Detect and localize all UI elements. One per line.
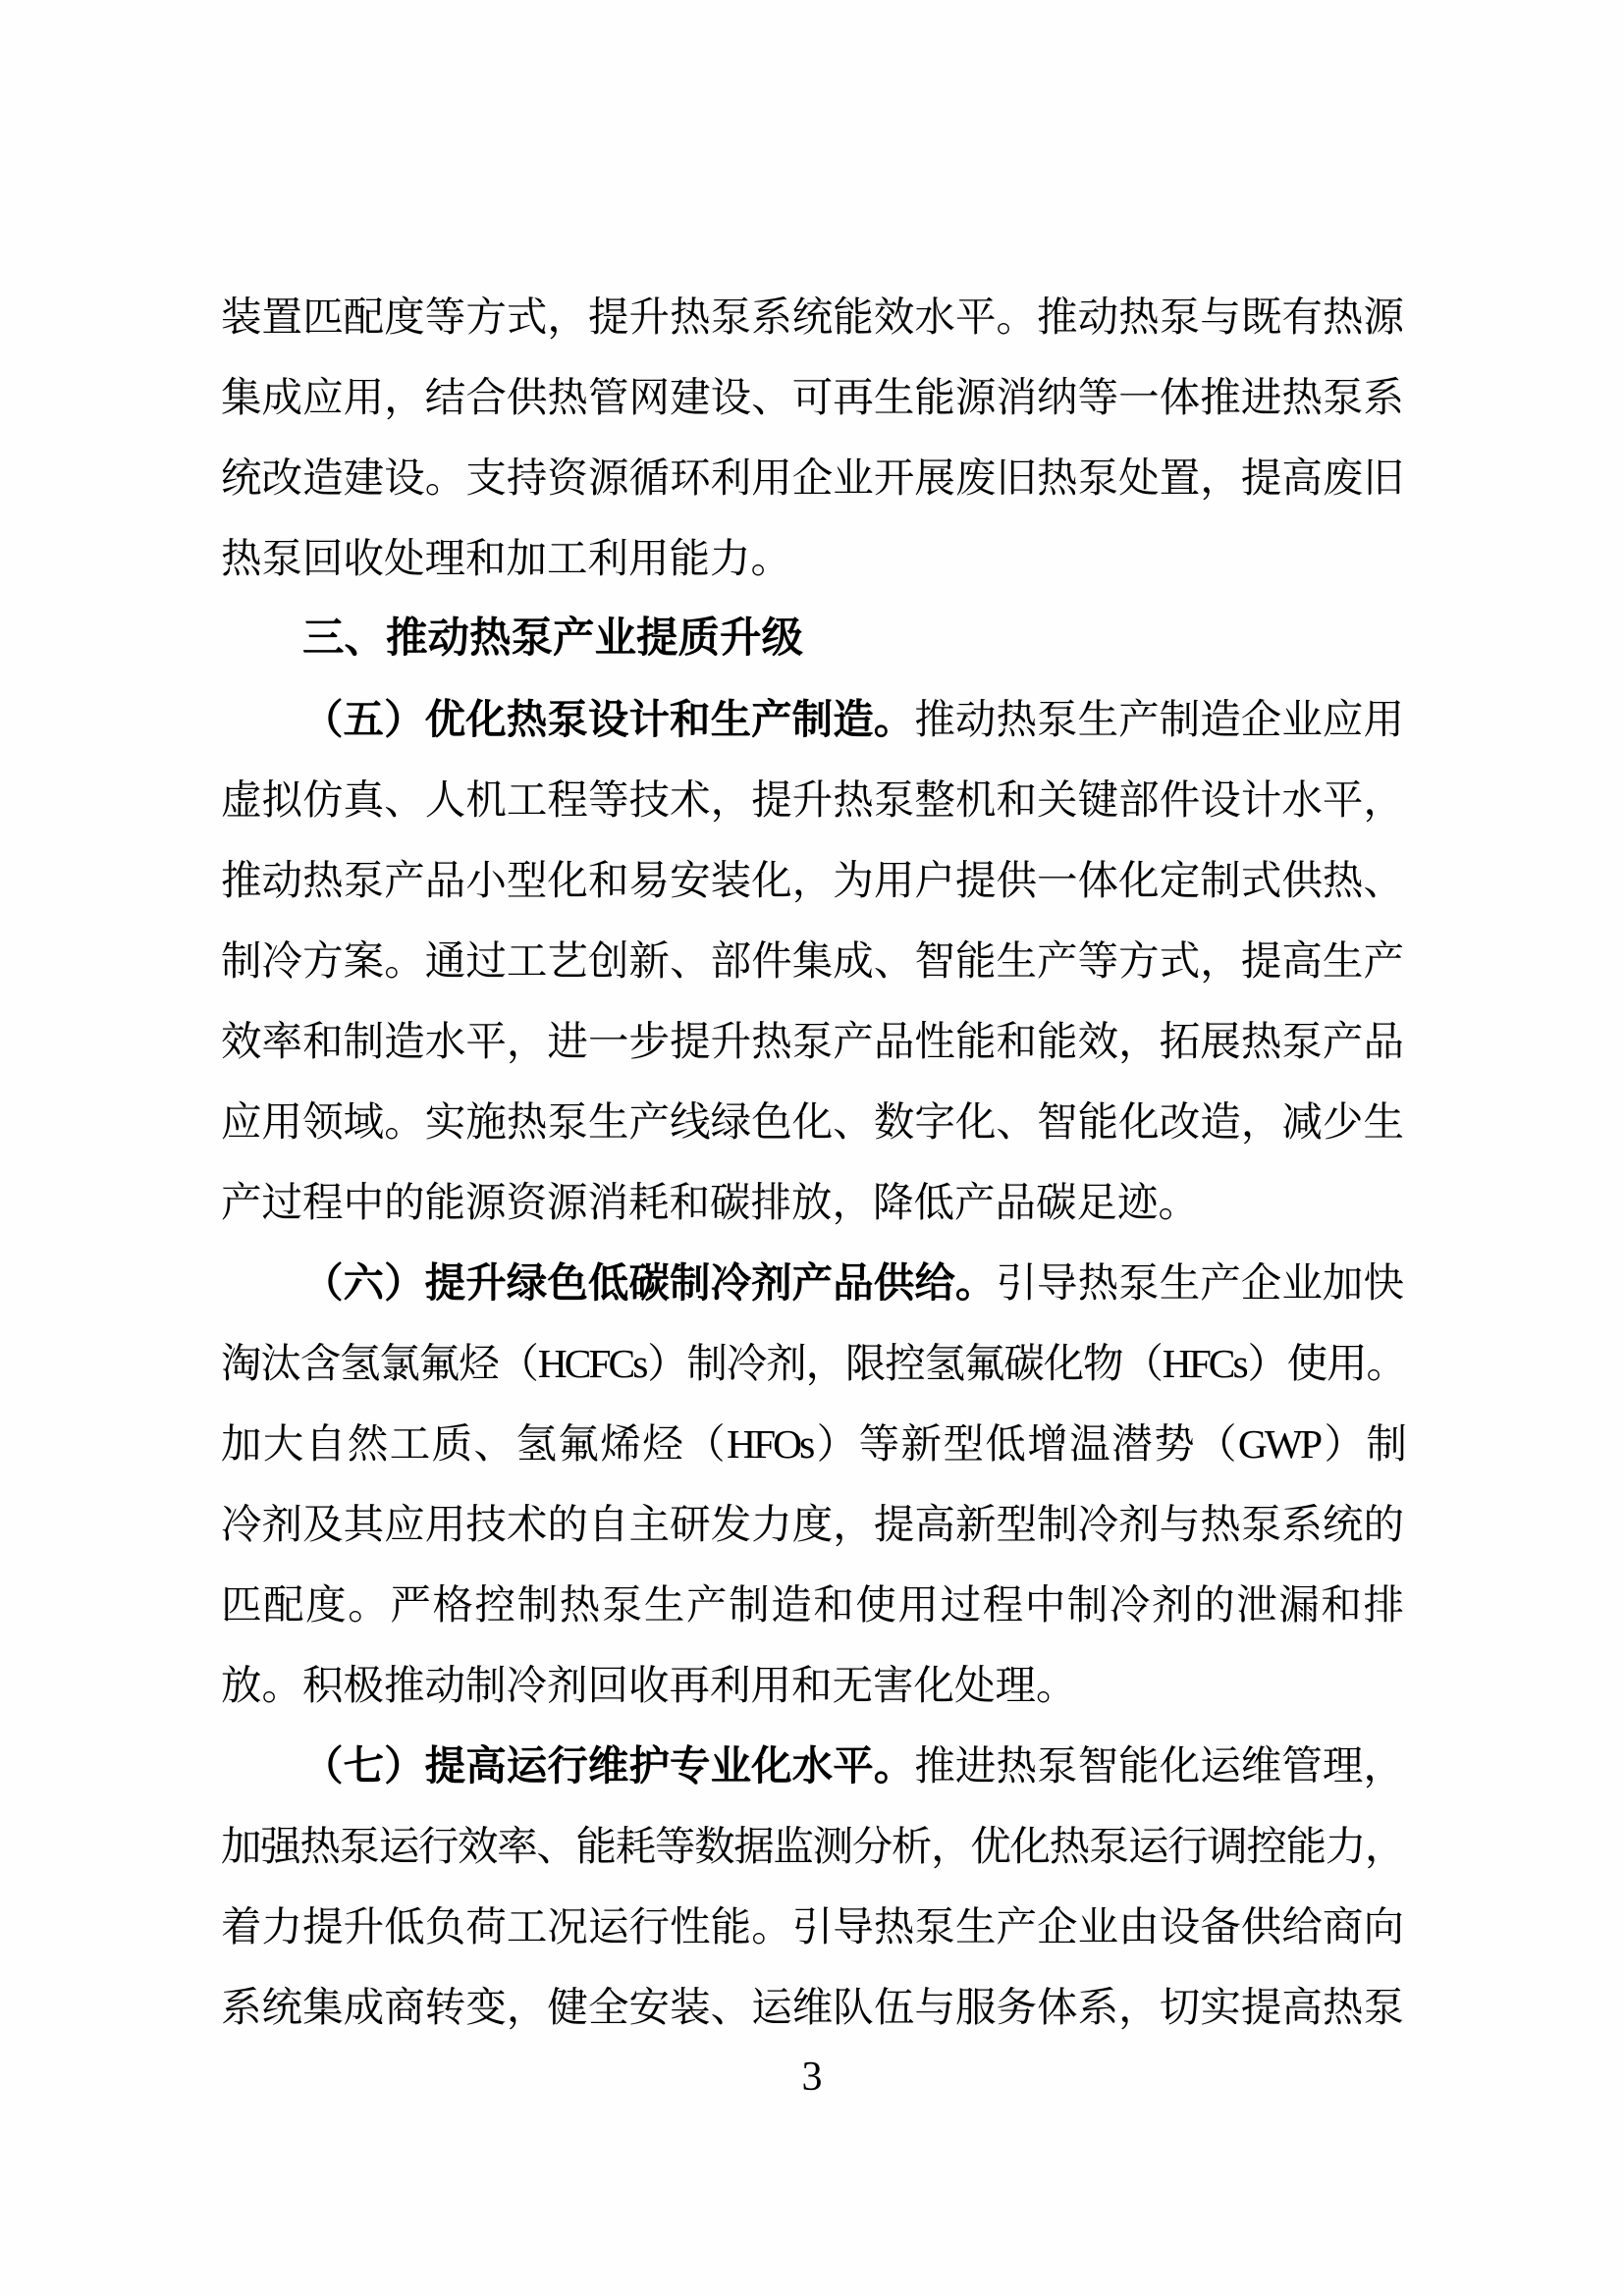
text-line: 制冷方案。通过工艺创新、部件集成、智能生产等方式，提高生产 (221, 938, 1404, 984)
text-line (221, 679, 1404, 760)
text-line: 效率和制造水平，进一步提升热泵产品性能和能效，拓展热泵产品 (221, 1019, 1404, 1064)
text-line: 热泵回收处理和加工利用能力。 (221, 536, 792, 581)
text-line: 应用领域。实施热泵生产线绿色化、数字化、智能化改造，减少生 (221, 1099, 1404, 1145)
text-line: 冷剂及其应用技术的自主研发力度，提高新型制冷剂与热泵系统的 (221, 1502, 1404, 1547)
intro-paragraph (221, 277, 1404, 599)
text-line: 系统集成商转变，健全安装、运维队伍与服务体系，切实提高热泵 (221, 1985, 1404, 2030)
text-line: 统改造建设。支持资源循环利用企业开展废旧热泵处置，提高废旧 (221, 455, 1404, 501)
text-run: 推动热泵生产制造企业应用 (914, 697, 1404, 742)
text-line: 淘汰含氢氯氟烃（HCFCs）制冷剂，限控氢氟碳化物（HFCs）使用。 (221, 1341, 1404, 1386)
item-five-paragraph (221, 679, 1404, 1243)
item-seven-paragraph (221, 1726, 1404, 2048)
text-line: 加强热泵运行效率、能耗等数据监测分析，优化热泵运行调控能力， (221, 1824, 1404, 1869)
text-run: 引导热泵生产企业加快 (996, 1260, 1404, 1306)
text-line: 集成应用，结合供热管网建设、可再生能源消纳等一体推进热泵系 (221, 375, 1404, 420)
item-six-paragraph (221, 1243, 1404, 1726)
clause-six-title: （六）提升绿色低碳制冷剂产品供给。 (302, 1260, 997, 1306)
text-run: 推进热泵智能化运维管理， (914, 1743, 1404, 1789)
document-text-block (221, 277, 1404, 2048)
text-line: 着力提升低负荷工况运行性能。引导热泵生产企业由设备供给商向 (221, 1904, 1404, 1949)
text-line: 装置匹配度等方式，提升热泵系统能效水平。推动热泵与既有热源 (221, 294, 1404, 340)
text-line: 匹配度。严格控制热泵生产制造和使用过程中制冷剂的泄漏和排 (221, 1582, 1404, 1628)
page-number: 3 (801, 2055, 823, 2100)
clause-seven-title: （七）提高运行维护专业化水平。 (302, 1743, 915, 1789)
section-heading: 三、推动热泵产业提质升级 (302, 615, 804, 662)
text-line (221, 1726, 1404, 1806)
text-line: 产过程中的能源资源消耗和碳排放，降低产品碳足迹。 (221, 1180, 1200, 1225)
text-line (221, 1243, 1404, 1323)
text-line: 虚拟仿真、人机工程等技术，提升热泵整机和关键部件设计水平， (221, 777, 1404, 823)
text-line: 放。积极推动制冷剂回收再利用和无害化处理。 (221, 1663, 1077, 1708)
clause-five-title: （五）优化热泵设计和生产制造。 (302, 697, 915, 742)
text-line: 加大自然工质、氢氟烯烃（HFOs）等新型低增温潜势（GWP）制 (221, 1421, 1404, 1467)
text-line: 推动热泵产品小型化和易安装化，为用户提供一体化定制式供热、 (221, 858, 1404, 903)
